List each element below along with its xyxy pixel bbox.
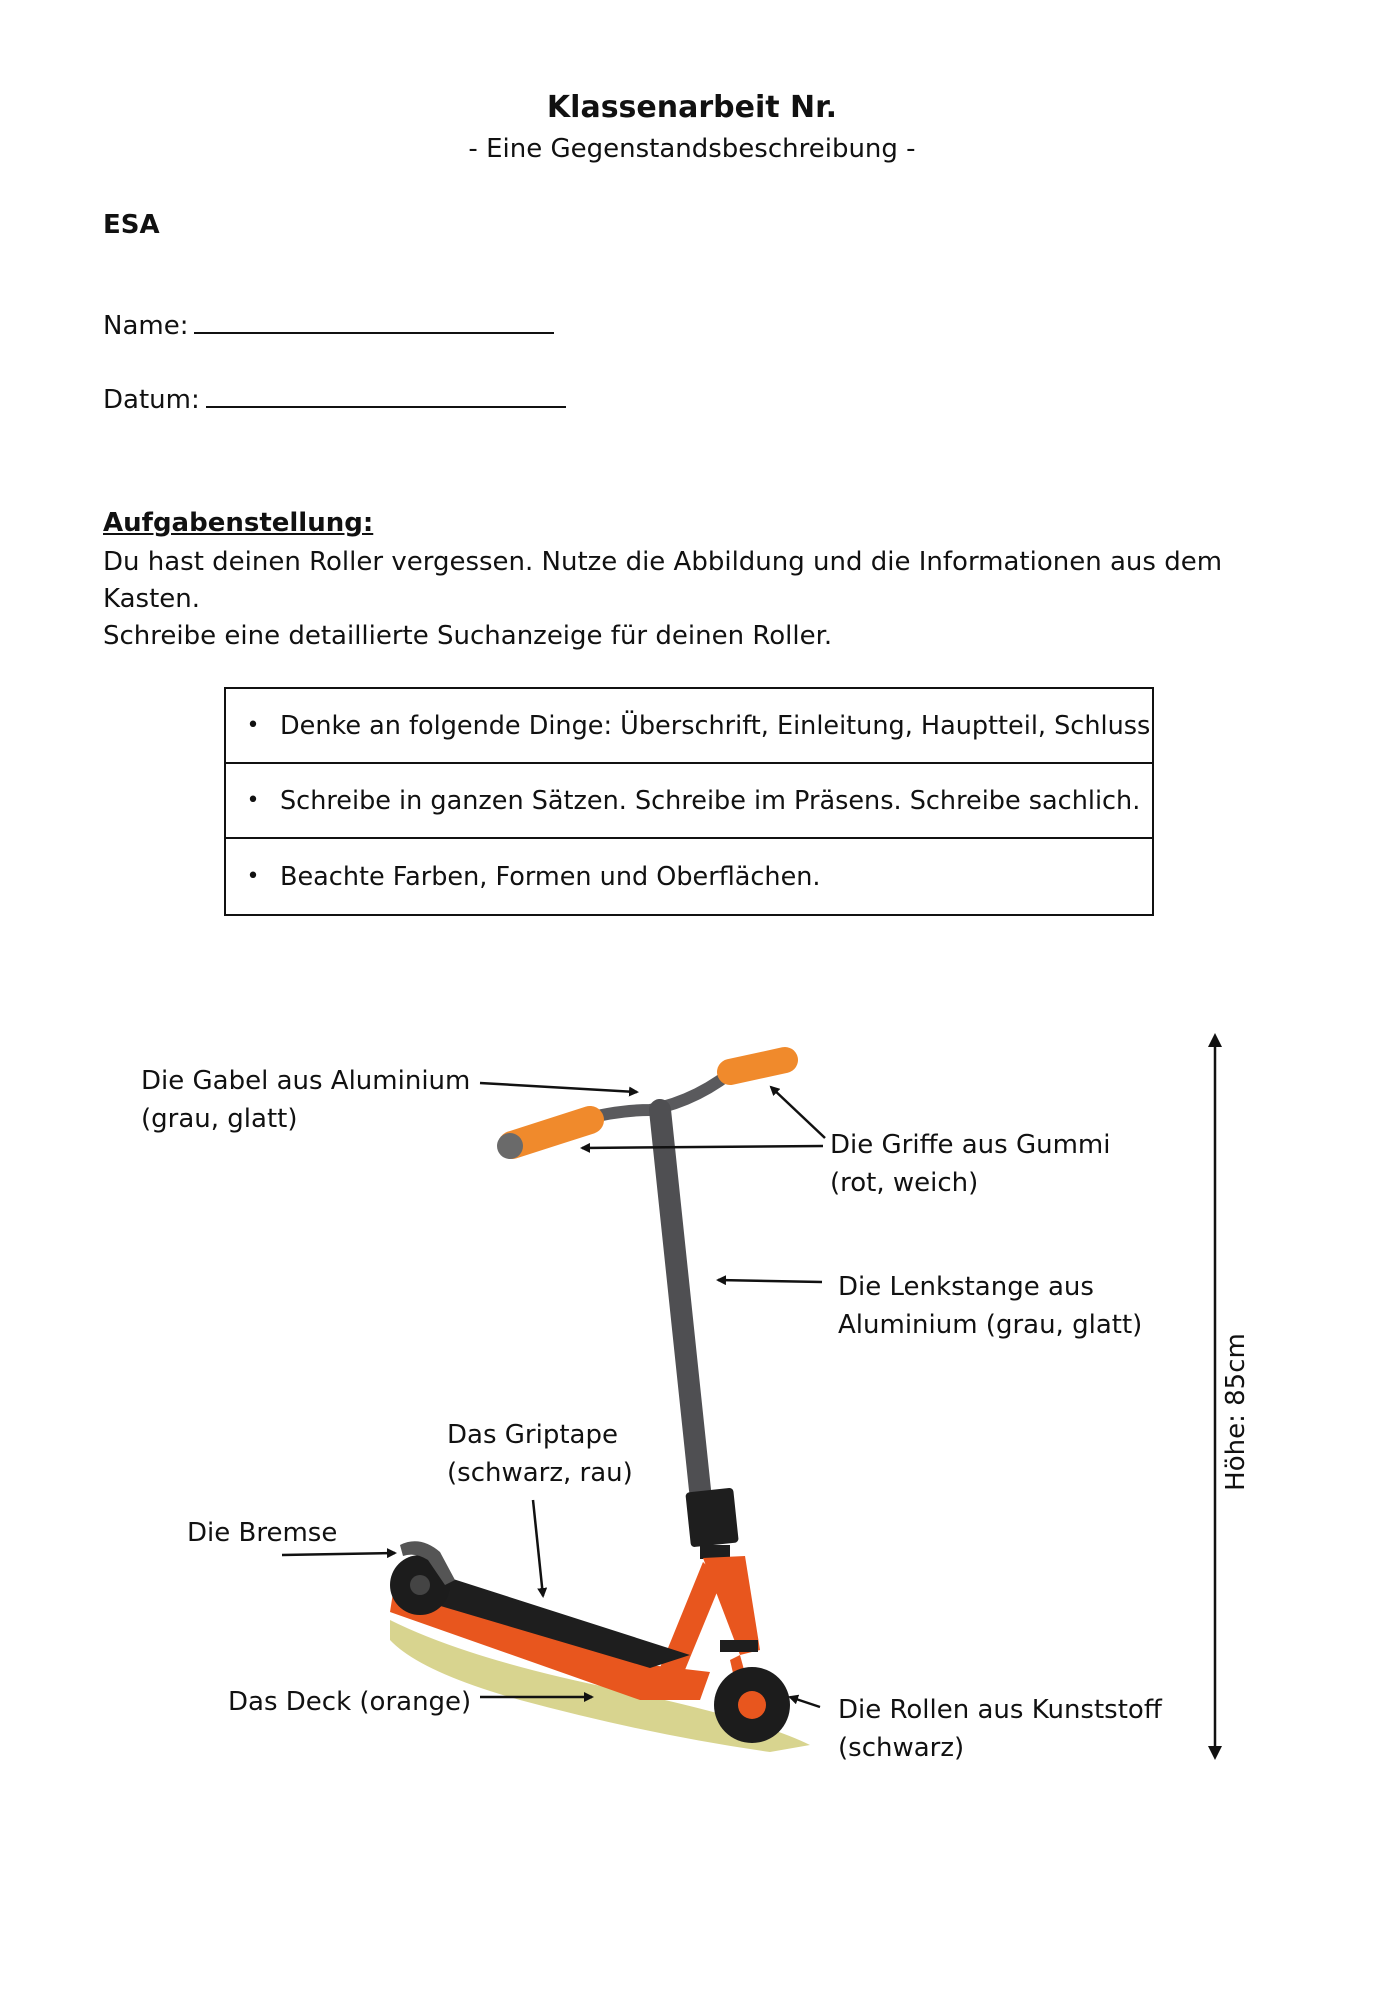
name-label: Name: <box>103 311 189 341</box>
hint-text: Denke an folgende Dinge: Überschrift, Einleitung, Hauptteil, Schluss <box>280 710 1151 741</box>
bar-label-line-1: Die Lenkstange aus <box>838 1272 1094 1302</box>
hint-text: Beachte Farben, Formen und Oberflächen. <box>280 861 821 892</box>
date-label: Datum: <box>103 385 200 415</box>
task-line-2: Schreibe eine detaillierte Suchanzeige für deinen Roller. <box>103 621 833 651</box>
fork-label <box>141 1062 470 1138</box>
griptape-label-line-2: (schwarz, rau) <box>447 1458 633 1488</box>
page-title: Klassenarbeit Nr. <box>546 90 838 125</box>
wheels-label <box>838 1691 1162 1767</box>
hint-text: Schreibe in ganzen Sätzen. Schreibe im Präsens. Schreibe sachlich. <box>280 785 1141 816</box>
fork-label-line-1: Die Gabel aus Aluminium <box>141 1066 471 1096</box>
bullet-icon: • <box>246 713 260 738</box>
brake-label: Die Bremse <box>187 1518 338 1548</box>
height-label: Höhe: 85cm <box>1221 1333 1251 1491</box>
grips-label-line-1: Die Griffe aus Gummi <box>830 1130 1111 1160</box>
wheels-label-line-2: (schwarz) <box>838 1733 965 1763</box>
school-type-label: ESA <box>103 210 160 240</box>
clamp <box>685 1488 738 1548</box>
bar-label <box>838 1268 1142 1344</box>
deck-label: Das Deck (orange) <box>228 1687 472 1717</box>
bar-stem <box>660 1110 700 1490</box>
wheels-label-line-1: Die Rollen aus Kunststoff <box>838 1695 1162 1725</box>
bar-label-line-2: Aluminium (grau, glatt) <box>838 1310 1143 1340</box>
task-heading: Aufgabenstellung: <box>103 508 374 538</box>
grips-label <box>830 1126 1110 1202</box>
grip-left <box>512 1120 590 1145</box>
page-subtitle: - Eine Gegenstandsbeschreibung - <box>468 134 916 164</box>
bullet-icon: • <box>246 864 260 889</box>
task-line-1: Du hast deinen Roller vergessen. Nutze die Abbildung und die Informationen aus dem Kasten. <box>103 547 1223 614</box>
griptape-label-line-1: Das Griptape <box>447 1420 618 1450</box>
fork-label-line-2: (grau, glatt) <box>141 1104 298 1134</box>
grips-label-line-2: (rot, weich) <box>830 1168 979 1198</box>
griptape-label <box>447 1416 633 1492</box>
bullet-icon: • <box>246 788 260 813</box>
grip-right <box>730 1060 785 1072</box>
